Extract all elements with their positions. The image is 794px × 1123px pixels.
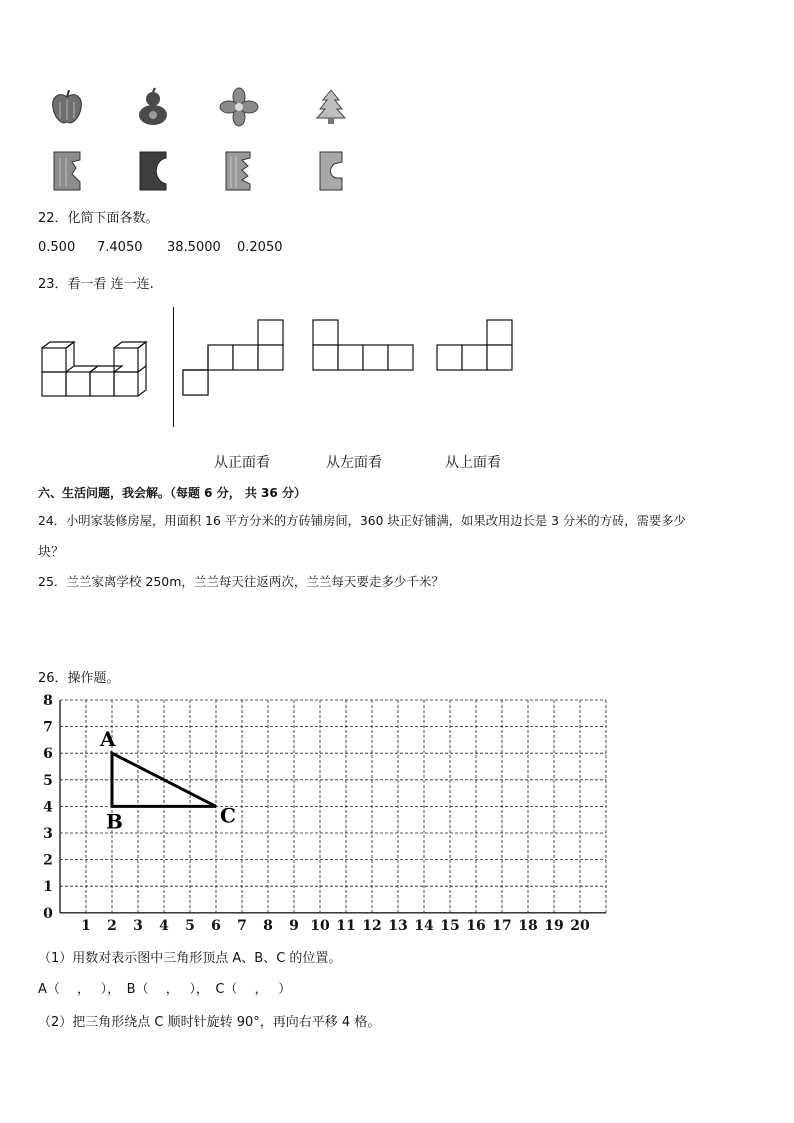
y-tick-label: 1	[43, 879, 53, 896]
y-tick-label: 5	[43, 772, 53, 789]
vertex-label-a: A	[100, 727, 116, 752]
x-tick-label: 5	[185, 917, 195, 934]
y-tick-label: 6	[43, 746, 53, 763]
view-label-left: 从左面看	[326, 455, 382, 471]
x-tick-label: 8	[263, 917, 273, 934]
question-24-line-1: 24．小明家装修房屋，用面积 16 平方分米的方砖铺房间，360 块正好铺满，如果改用边长是 3 分米的方砖，需要多少	[38, 514, 686, 528]
x-tick-label: 15	[440, 917, 460, 934]
y-tick-label: 2	[43, 852, 53, 869]
q22-number-1: 0.500	[38, 240, 76, 255]
q26-part-2: （2）把三角形绕点 C 顺时针旋转 90°，再向右平移 4 格。	[38, 1015, 381, 1030]
x-tick-label: 17	[492, 917, 512, 934]
x-tick-label: 2	[107, 917, 117, 934]
coordinate-grid	[30, 695, 620, 940]
q22-number-2: 7.4050	[97, 240, 143, 255]
apple-shape-picture	[50, 88, 84, 126]
y-tick-label: 7	[43, 719, 53, 736]
folded-paper-1-picture	[52, 150, 84, 192]
x-tick-label: 19	[544, 917, 564, 934]
section-6-title: 六、生活问题，我会解。（每题 6 分， 共 36 分）	[38, 486, 306, 500]
x-tick-label: 4	[159, 917, 169, 934]
y-tick-label: 0	[43, 905, 53, 922]
q26-part-1: （1）用数对表示图中三角形顶点 A、B、C 的位置。	[38, 951, 342, 966]
tree-shape-picture	[314, 88, 348, 126]
question-25-text: 25．兰兰家离学校 250m，兰兰每天往返两次，兰兰每天要走多少千米？	[38, 574, 444, 589]
gourd-shape-picture	[136, 88, 170, 126]
q26-answer-line: A（ ， ）， B（ ， ）， C（ ， ）	[38, 982, 292, 997]
question-26-prompt: 26．操作题。	[38, 671, 120, 686]
question-22-prompt: 22．化简下面各数。	[38, 211, 159, 226]
q22-number-4: 0.2050	[237, 240, 283, 255]
q22-number-3: 38.5000	[167, 240, 221, 255]
x-tick-label: 6	[211, 917, 221, 934]
folded-paper-4-picture	[318, 150, 346, 192]
x-tick-label: 16	[466, 917, 486, 934]
question-23-prompt: 23．看一看 连一连.	[38, 277, 154, 292]
view-label-top: 从上面看	[445, 455, 501, 471]
x-tick-label: 10	[310, 917, 330, 934]
view-diagram-1	[183, 319, 285, 396]
x-tick-label: 18	[518, 917, 538, 934]
cube-stack-figure	[40, 340, 155, 398]
y-tick-label: 8	[43, 693, 53, 709]
folded-paper-3-picture	[224, 150, 254, 192]
x-tick-label: 12	[362, 917, 382, 934]
vertex-label-c: C	[220, 803, 236, 828]
x-tick-label: 1	[81, 917, 91, 934]
view-diagram-2	[312, 319, 414, 371]
vertex-label-b: B	[106, 809, 123, 834]
x-tick-label: 20	[570, 917, 590, 934]
folded-paper-2-picture	[138, 150, 168, 192]
question-24-line-2: 块？	[38, 545, 65, 560]
y-tick-label: 4	[43, 799, 53, 816]
x-tick-label: 14	[414, 917, 434, 934]
vertical-divider	[173, 307, 174, 427]
view-diagram-3	[436, 319, 514, 371]
y-tick-label: 3	[43, 826, 53, 842]
x-tick-label: 7	[237, 917, 247, 934]
view-label-front: 从正面看	[214, 455, 270, 471]
x-tick-label: 9	[289, 917, 299, 934]
x-tick-label: 13	[388, 917, 408, 934]
x-tick-label: 3	[133, 917, 143, 934]
x-tick-label: 11	[336, 917, 356, 934]
flower-shape-picture	[220, 88, 258, 126]
